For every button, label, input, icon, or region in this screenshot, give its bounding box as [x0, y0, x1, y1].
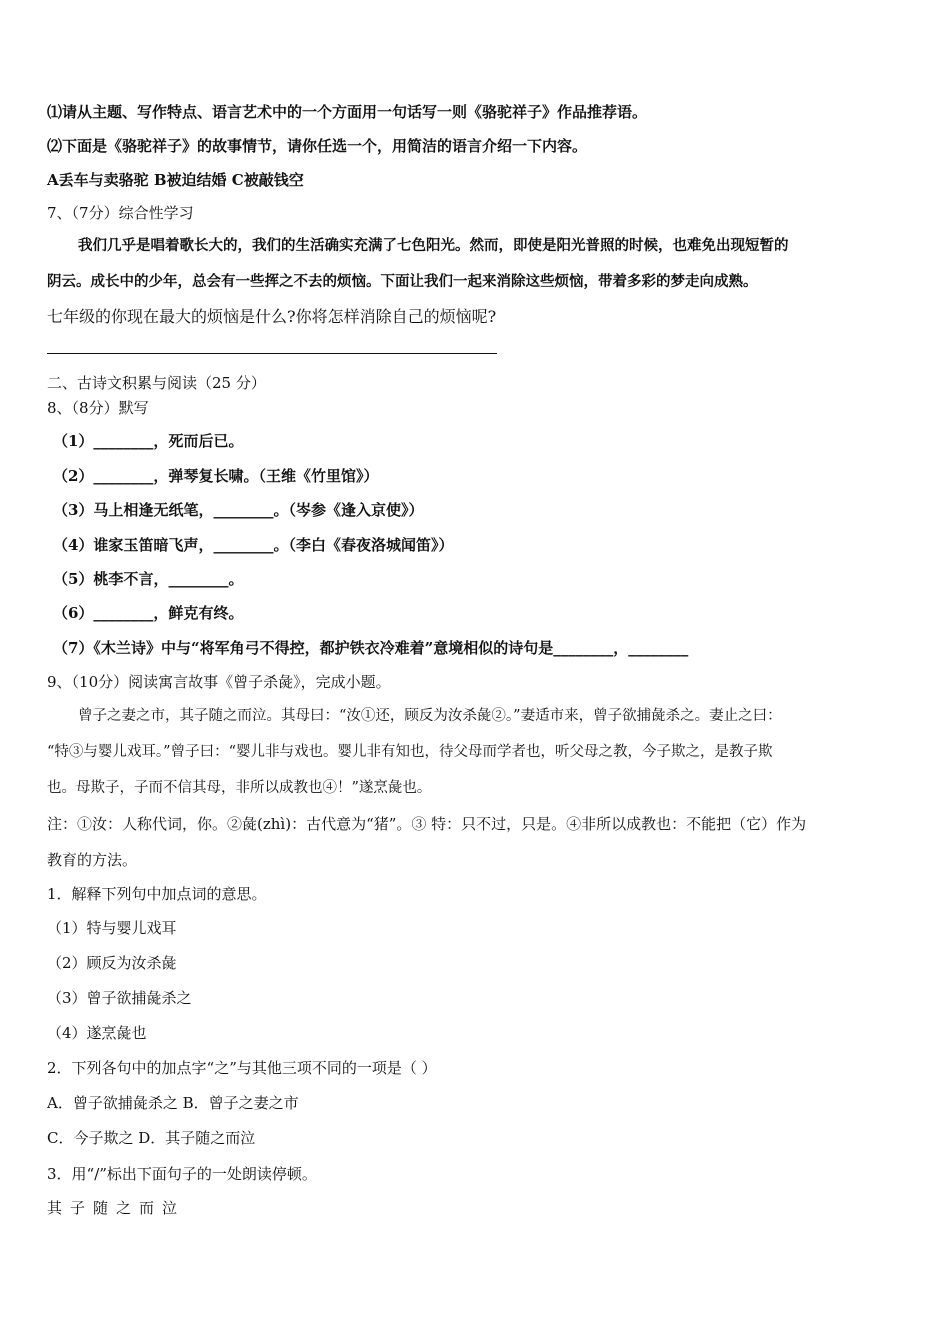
- notes-line-1: 注：①汝：人称代词，你。②彘(zhì)：古代意为“猪”。③ 特：只不过，只是。④非所以成教也：不能把（它）作为: [47, 815, 807, 833]
- question-7-title: 7、（7分）综合性学习: [47, 204, 194, 222]
- sub-question-1-item-2: （2）顾反为汝杀彘: [47, 954, 177, 972]
- sub-question-1-item-1: （1）特与婴儿戏耳: [47, 919, 177, 937]
- notes-line-2: 教育的方法。: [47, 851, 138, 869]
- sub-question-3: 3．用“/”标出下面句子的一处朗读停顿。: [47, 1165, 317, 1183]
- dictation-item-4: （4）谁家玉笛暗飞声，________。（李白《春夜洛城闻笛》）: [53, 536, 454, 554]
- sub-question-1-item-3: （3）曾子欲捕彘杀之: [47, 989, 192, 1007]
- sub-question-1: 1．解释下列句中加点词的意思。: [47, 885, 267, 903]
- sub-question-3-sentence: 其子随之而泣: [47, 1199, 186, 1217]
- question-7-prompt: 七年级的你现在最大的烦恼是什么?你将怎样消除自己的烦恼呢?: [47, 307, 497, 326]
- sub-question-2-options-ab: A．曾子欲捕彘杀之 B．曾子之妻之市: [47, 1094, 299, 1112]
- dictation-item-7: （7）《木兰诗》中与“将军角弓不得控，都护铁衣冷难着”意境相似的诗句是________，________: [53, 639, 689, 657]
- section-2-heading: 二、古诗文积累与阅读（25 分）: [47, 374, 266, 392]
- dictation-item-2: （2）________，弹琴复长啸。（王维《竹里馆》）: [53, 467, 379, 485]
- prompt-line-2: ⑵下面是《骆驼祥子》的故事情节，请你任选一个，用简洁的语言介绍一下内容。: [47, 137, 588, 155]
- question-7-passage-2: 阴云。成长中的少年，总会有一些挥之不去的烦恼。下面让我们一起来消除这些烦恼，带着多彩的梦走向成熟。: [47, 273, 758, 290]
- dictation-item-1: （1）________，死而后已。: [53, 432, 244, 450]
- question-8-title: 8、（8分）默写: [47, 399, 149, 417]
- dictation-item-5: （5）桃李不言，________。: [53, 570, 244, 588]
- prompt-line-1: ⑴请从主题、写作特点、语言艺术中的一个方面用一句话写一则《骆驼祥子》作品推荐语。: [47, 103, 648, 121]
- passage-line-2: “特③与婴儿戏耳。”曾子曰：“婴儿非与戏也。婴儿非有知也，待父母而学者也，听父母之教，今子欺之，是教子欺: [47, 744, 773, 760]
- dictation-item-3: （3）马上相逢无纸笔，________。（岑参《逢入京使》）: [53, 501, 424, 519]
- answer-line[interactable]: [47, 353, 497, 354]
- dictation-item-6: （6）________，鲜克有终。: [53, 604, 244, 622]
- sub-question-2-options-cd: C．今子欺之 D．其子随之而泣: [47, 1129, 256, 1147]
- sub-question-1-item-4: （4）遂烹彘也: [47, 1024, 147, 1042]
- passage-line-1: 曾子之妻之市，其子随之而泣。其母曰：“汝①还，顾反为汝杀彘②。”妻适市来，曾子欲捕彘杀之。妻止之曰：: [78, 708, 782, 724]
- passage-line-3: 也。母欺子，子而不信其母，非所以成教也④！”遂烹彘也。: [47, 780, 432, 796]
- question-7-passage-1: 我们几乎是唱着歌长大的，我们的生活确实充满了七色阳光。然而，即使是阳光普照的时候，也难免出现短暂的: [78, 237, 789, 254]
- options-line: A丢车与卖骆驼 B被迫结婚 C被敲钱空: [47, 171, 304, 189]
- question-9-title: 9、（10分）阅读寓言故事《曾子杀彘》，完成小题。: [47, 673, 391, 691]
- sub-question-2: 2．下列各句中的加点字“之”与其他三项不同的一项是（ ）: [47, 1059, 437, 1077]
